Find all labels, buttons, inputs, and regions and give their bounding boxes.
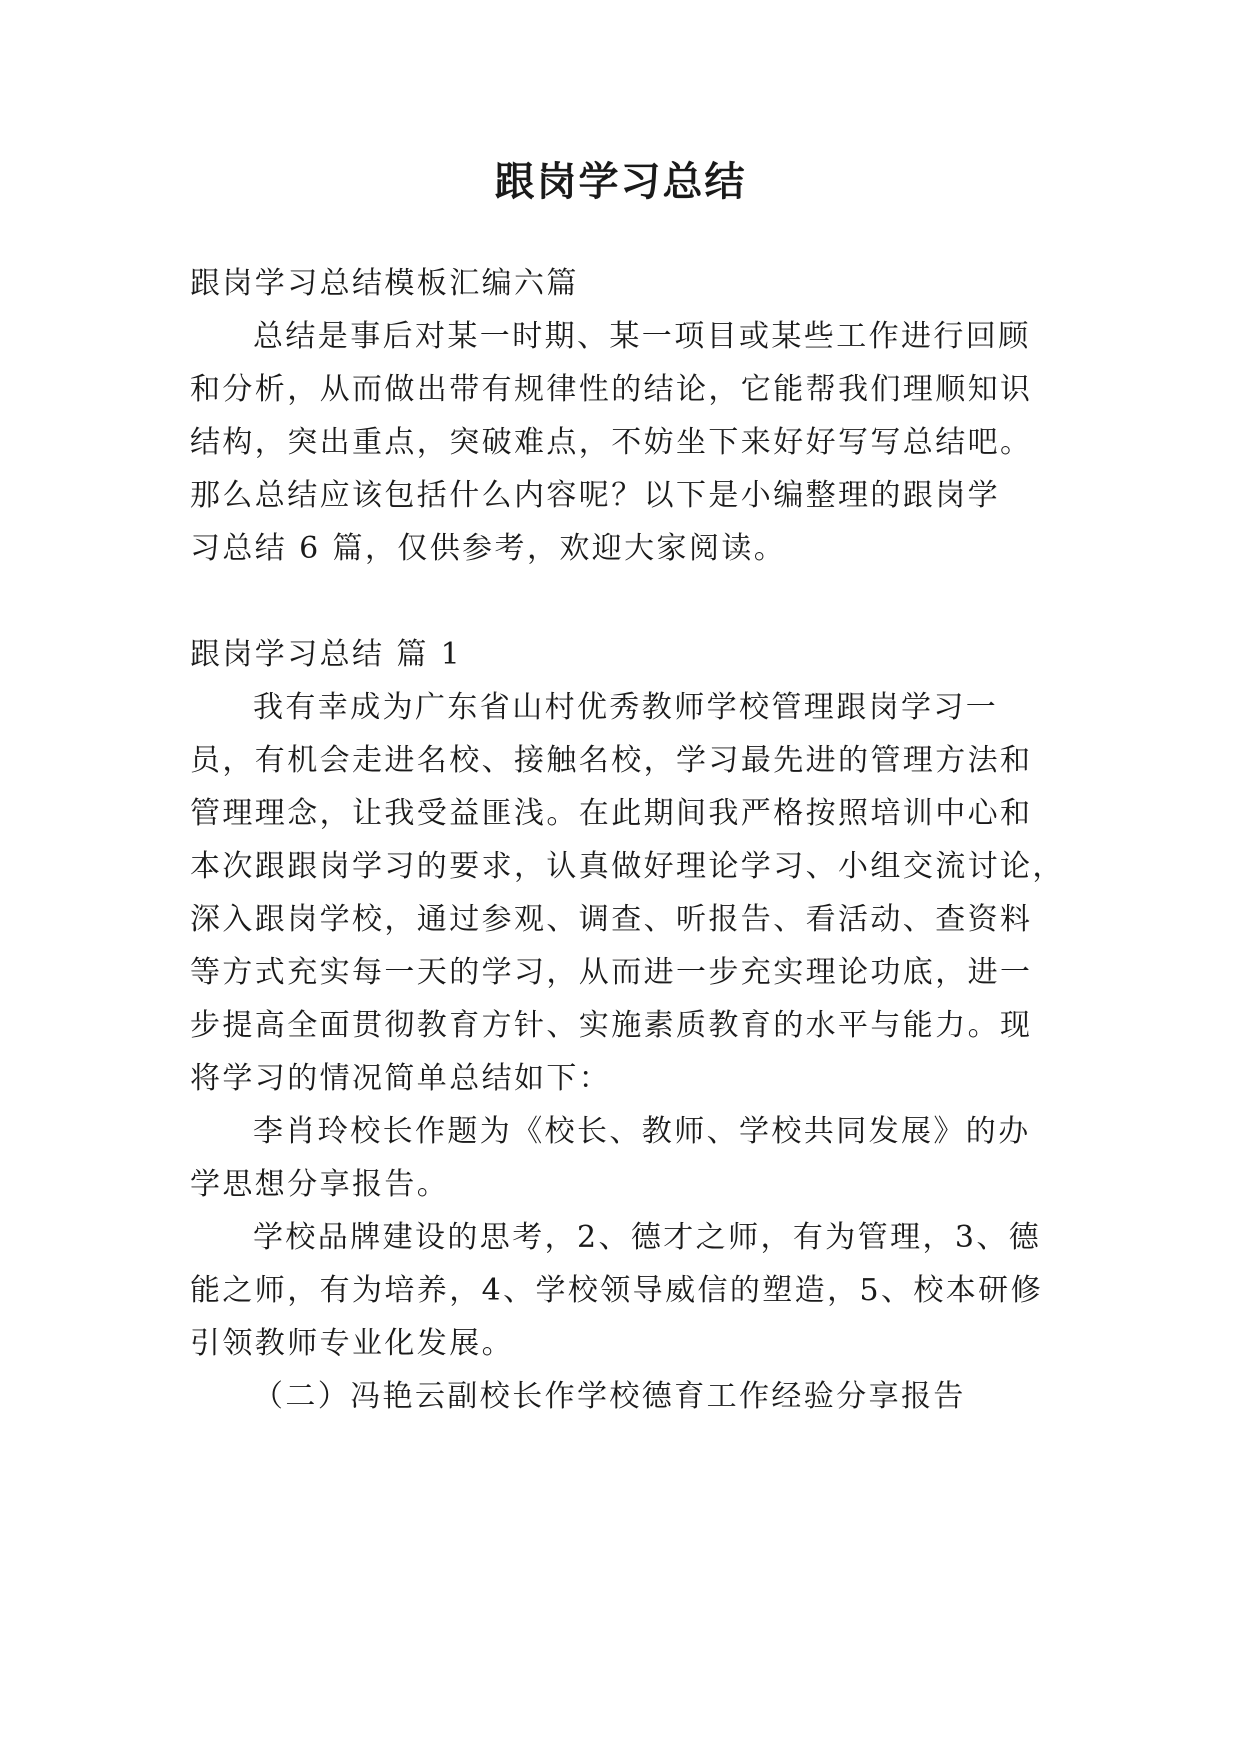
paragraph-line: 步提高全面贯彻教育方针、实施素质教育的水平与能力。现 [190,1008,1033,1043]
paragraph-line: 将学习的情况简单总结如下： [190,1061,612,1096]
intro-line: 那么总结应该包括什么内容呢？以下是小编整理的跟岗学 [190,478,1000,513]
paragraph-line: 李肖玲校长作题为《校长、教师、学校共同发展》的办 [253,1114,1031,1149]
paragraph-line: 能之师，有为培养，4、学校领导威信的塑造，5、校本研修 [190,1273,1043,1308]
paragraph-line: 本次跟跟岗学习的要求，认真做好理论学习、小组交流讨论， [190,849,1065,884]
paragraph-line: 引领教师专业化发展。 [190,1326,514,1361]
document-subtitle: 跟岗学习总结模板汇编六篇 [190,266,579,301]
intro-line: 结构，突出重点，突破难点，不妨坐下来好好写写总结吧。 [190,425,1033,460]
paragraph-line: 等方式充实每一天的学习，从而进一步充实理论功底，进一 [190,955,1033,990]
paragraph-line: 学思想分享报告。 [190,1167,450,1202]
paragraph-line: （二）冯艳云副校长作学校德育工作经验分享报告 [253,1379,966,1414]
paragraph-line: 我有幸成为广东省山村优秀教师学校管理跟岗学习一 [253,690,999,725]
paragraph-line: 管理理念，让我受益匪浅。在此期间我严格按照培训中心和 [190,796,1033,831]
section-heading: 跟岗学习总结 篇 1 [190,637,463,672]
intro-line: 习总结 6 篇，仅供参考，欢迎大家阅读。 [190,531,787,566]
intro-line: 和分析，从而做出带有规律性的结论，它能帮我们理顺知识 [190,372,1033,407]
intro-line: 总结是事后对某一时期、某一项目或某些工作进行回顾 [253,319,1031,354]
paragraph-line: 学校品牌建设的思考，2、德才之师，有为管理，3、德 [253,1220,1042,1255]
document-title: 跟岗学习总结 [494,158,747,205]
paragraph-line: 深入跟岗学校，通过参观、调查、听报告、看活动、查资料 [190,902,1033,937]
paragraph-line: 员，有机会走进名校、接触名校，学习最先进的管理方法和 [190,743,1033,778]
